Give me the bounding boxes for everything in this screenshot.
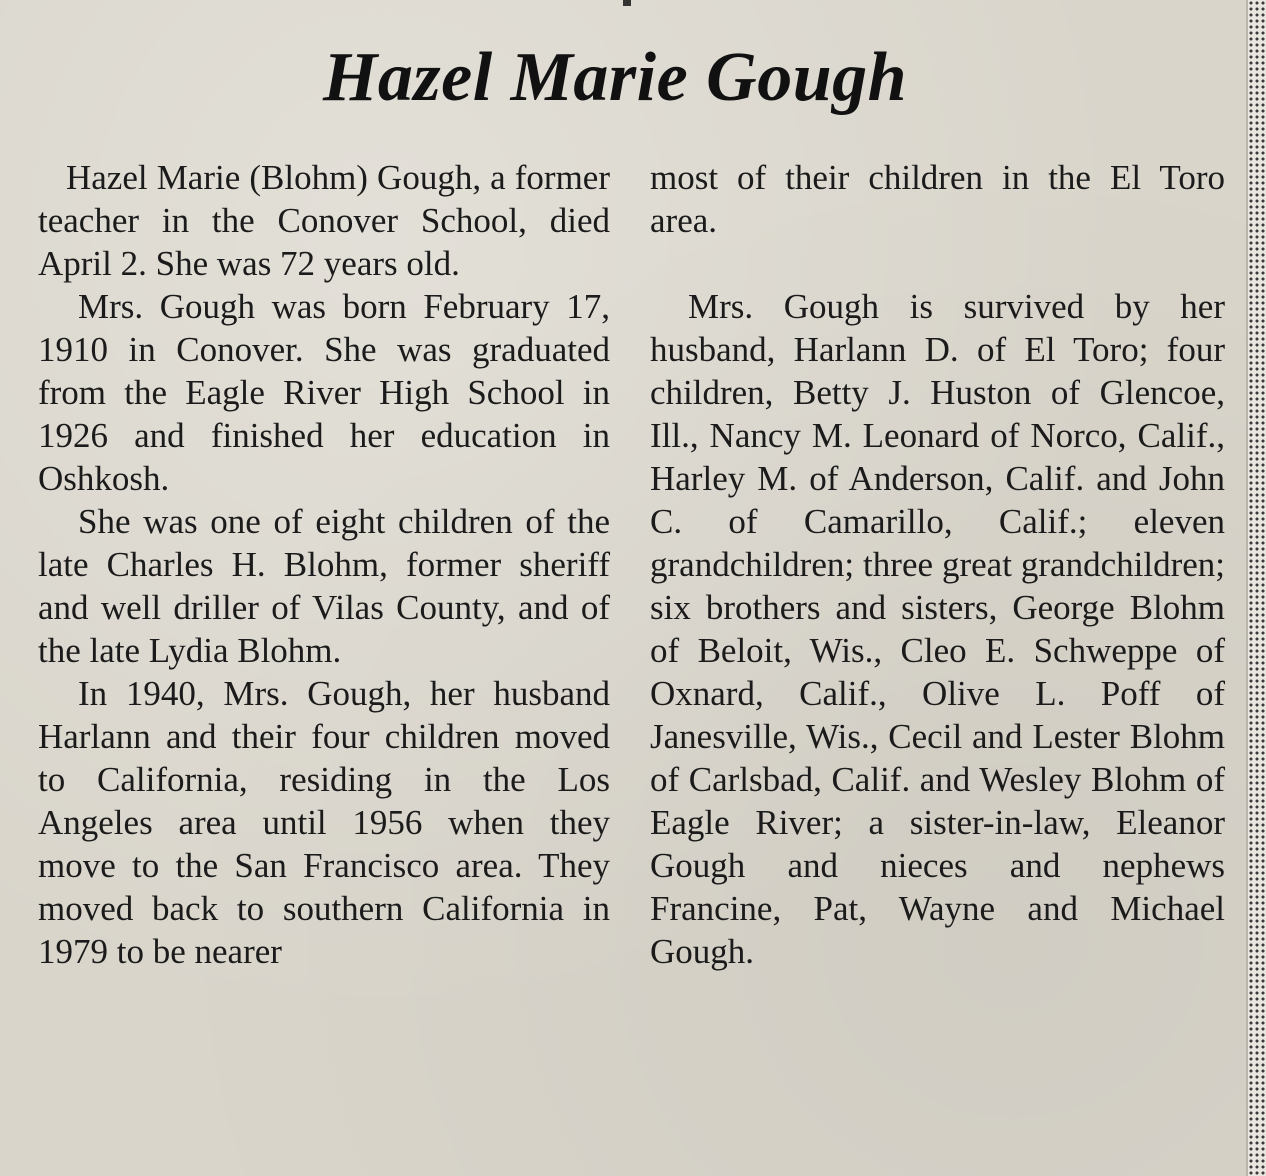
obituary-headline: Hazel Marie Gough — [322, 39, 908, 116]
paragraph-parents: She was one of eight children of the late Charles H. Blohm, former sheriff and well driller of Vilas County, and of the late Lydia Blohm. — [38, 502, 610, 670]
left-column — [38, 156, 610, 973]
perforated-edge — [1246, 0, 1266, 1176]
paragraph-birth-education: Mrs. Gough was born February 17, 1910 in Conover. She was graduated from the Eagle River High School in 1926 and finished her education in Oshkosh. — [38, 287, 610, 498]
right-column — [650, 156, 1225, 973]
paragraph-residence-continued: most of their children in the El Toro area. — [650, 158, 1225, 240]
paragraph-death-notice: Hazel Marie (Blohm) Gough, a former teacher in the Conover School, died April 2. She was 72 years old. — [38, 158, 610, 283]
paragraph-survivors: Mrs. Gough is survived by her husband, Harlann D. of El Toro; four children, Betty J. Huston of Glencoe, Ill., Nancy M. Leonard of Norco, Calif., Harley M. of Anderson, Calif. and John C. of Camarillo, Calif.; eleven grandchildren; three great grandchildren; six brothers and sisters, George Blohm of Beloit, Wis., Cleo E. Schweppe of Oxnard, Calif., Olive L. Poff of Janesville, Wis., Cecil and Lester Blohm of Carlsbad, Calif. and Wesley Blohm of Eagle River; a sister-in-law, Eleanor Gough and nieces and nephews Francine, Pat, Wayne and Michael Gough. — [650, 287, 1225, 971]
print-mark — [623, 0, 631, 6]
paragraph-residence-history: In 1940, Mrs. Gough, her husband Harlann and their four children moved to California, residing in the Los Angeles area until 1956 when they move to the San Francisco area. They moved back to southern California in 1979 to be nearer — [38, 674, 610, 971]
